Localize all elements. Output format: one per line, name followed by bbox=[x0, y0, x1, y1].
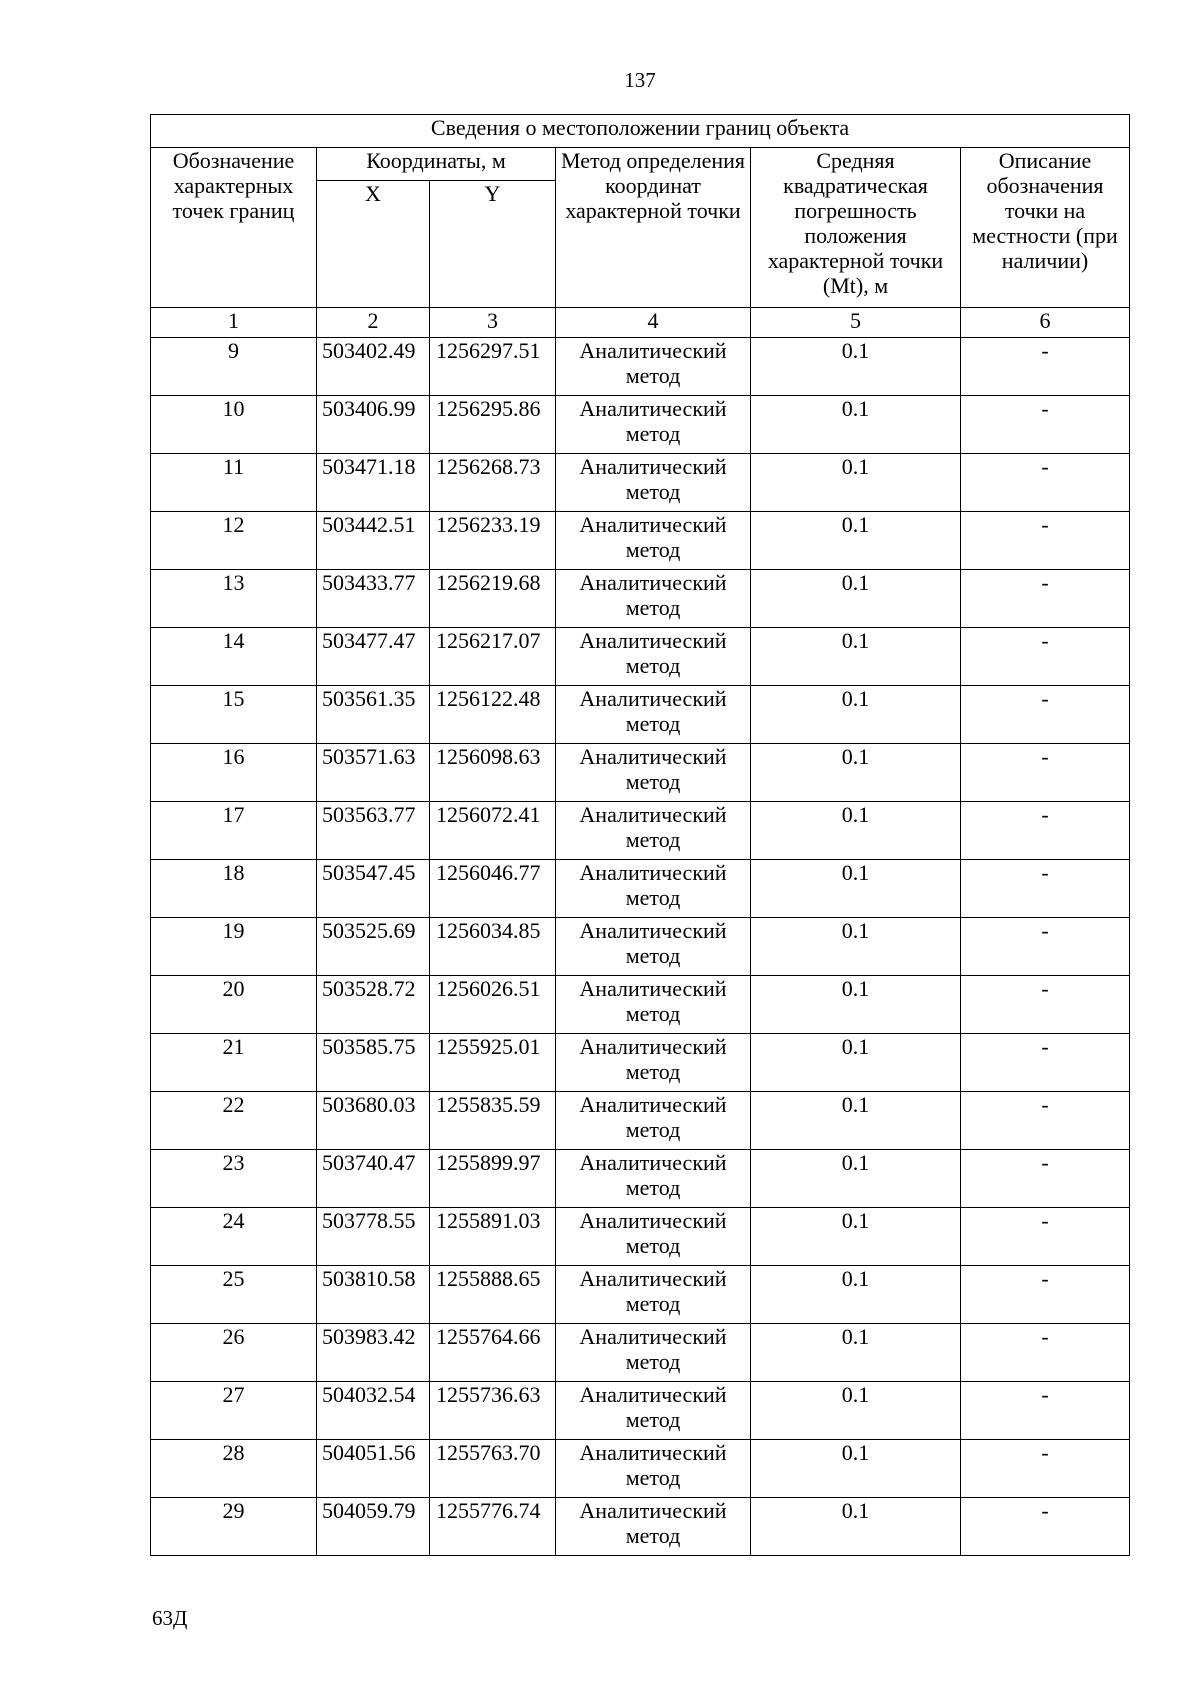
cell-x: 503983.42 bbox=[317, 1324, 430, 1382]
cell-method: Аналитический метод bbox=[556, 1440, 751, 1498]
cell-y: 1256297.51 bbox=[430, 338, 556, 396]
cell-method: Аналитический метод bbox=[556, 1266, 751, 1324]
cell-method: Аналитический метод bbox=[556, 1382, 751, 1440]
cell-error: 0.1 bbox=[751, 1034, 961, 1092]
table-row bbox=[151, 1266, 1130, 1324]
cell-x: 503471.18 bbox=[317, 454, 430, 512]
cell-description: - bbox=[961, 1266, 1130, 1324]
cell-point: 13 bbox=[151, 570, 317, 628]
cell-x: 503402.49 bbox=[317, 338, 430, 396]
table-row bbox=[151, 918, 1130, 976]
cell-method: Аналитический метод bbox=[556, 744, 751, 802]
cell-description: - bbox=[961, 570, 1130, 628]
cell-point: 26 bbox=[151, 1324, 317, 1382]
cell-description: - bbox=[961, 1324, 1130, 1382]
cell-method: Аналитический метод bbox=[556, 860, 751, 918]
cell-y: 1255776.74 bbox=[430, 1498, 556, 1556]
cell-x: 503563.77 bbox=[317, 802, 430, 860]
cell-description: - bbox=[961, 860, 1130, 918]
cell-description: - bbox=[961, 338, 1130, 396]
cell-error: 0.1 bbox=[751, 512, 961, 570]
cell-y: 1256219.68 bbox=[430, 570, 556, 628]
cell-point: 15 bbox=[151, 686, 317, 744]
cell-method: Аналитический метод bbox=[556, 628, 751, 686]
cell-x: 504051.56 bbox=[317, 1440, 430, 1498]
cell-error: 0.1 bbox=[751, 1266, 961, 1324]
cell-y: 1256217.07 bbox=[430, 628, 556, 686]
cell-error: 0.1 bbox=[751, 976, 961, 1034]
cell-point: 20 bbox=[151, 976, 317, 1034]
cell-point: 29 bbox=[151, 1498, 317, 1556]
cell-point: 11 bbox=[151, 454, 317, 512]
cell-description: - bbox=[961, 686, 1130, 744]
cell-method: Аналитический метод bbox=[556, 1034, 751, 1092]
cell-x: 503433.77 bbox=[317, 570, 430, 628]
cell-error: 0.1 bbox=[751, 338, 961, 396]
cell-point: 12 bbox=[151, 512, 317, 570]
cell-x: 503680.03 bbox=[317, 1092, 430, 1150]
cell-y: 1256072.41 bbox=[430, 802, 556, 860]
cell-y: 1255764.66 bbox=[430, 1324, 556, 1382]
cell-description: - bbox=[961, 1382, 1130, 1440]
cell-y: 1256295.86 bbox=[430, 396, 556, 454]
cell-y: 1256233.19 bbox=[430, 512, 556, 570]
cell-point: 23 bbox=[151, 1150, 317, 1208]
cell-x: 503778.55 bbox=[317, 1208, 430, 1266]
cell-description: - bbox=[961, 628, 1130, 686]
cell-point: 17 bbox=[151, 802, 317, 860]
cell-y: 1255736.63 bbox=[430, 1382, 556, 1440]
cell-description: - bbox=[961, 744, 1130, 802]
page-number: 137 bbox=[624, 68, 656, 92]
cell-method: Аналитический метод bbox=[556, 570, 751, 628]
cell-error: 0.1 bbox=[751, 1440, 961, 1498]
table-row bbox=[151, 976, 1130, 1034]
cell-description: - bbox=[961, 1092, 1130, 1150]
cell-point: 24 bbox=[151, 1208, 317, 1266]
cell-x: 503571.63 bbox=[317, 744, 430, 802]
cell-error: 0.1 bbox=[751, 860, 961, 918]
cell-x: 503740.47 bbox=[317, 1150, 430, 1208]
cell-point: 9 bbox=[151, 338, 317, 396]
table-row bbox=[151, 802, 1130, 860]
boundary-coordinates-table bbox=[150, 114, 1130, 1556]
cell-point: 28 bbox=[151, 1440, 317, 1498]
header-y: Y bbox=[430, 181, 556, 308]
cell-point: 16 bbox=[151, 744, 317, 802]
table-row bbox=[151, 1498, 1130, 1556]
table-row bbox=[151, 686, 1130, 744]
cell-method: Аналитический метод bbox=[556, 338, 751, 396]
cell-x: 503406.99 bbox=[317, 396, 430, 454]
cell-description: - bbox=[961, 1498, 1130, 1556]
cell-description: - bbox=[961, 1150, 1130, 1208]
cell-point: 21 bbox=[151, 1034, 317, 1092]
cell-error: 0.1 bbox=[751, 686, 961, 744]
cell-point: 25 bbox=[151, 1266, 317, 1324]
cell-error: 0.1 bbox=[751, 628, 961, 686]
cell-method: Аналитический метод bbox=[556, 918, 751, 976]
cell-y: 1256026.51 bbox=[430, 976, 556, 1034]
cell-point: 18 bbox=[151, 860, 317, 918]
table-row bbox=[151, 860, 1130, 918]
cell-method: Аналитический метод bbox=[556, 512, 751, 570]
cell-method: Аналитический метод bbox=[556, 396, 751, 454]
table-row bbox=[151, 1440, 1130, 1498]
cell-x: 504059.79 bbox=[317, 1498, 430, 1556]
table-row bbox=[151, 1092, 1130, 1150]
cell-error: 0.1 bbox=[751, 1208, 961, 1266]
footer-code: 63Д bbox=[152, 1606, 188, 1630]
header-point: Обозначение характерных точек границ bbox=[151, 148, 317, 308]
cell-method: Аналитический метод bbox=[556, 1208, 751, 1266]
cell-x: 503525.69 bbox=[317, 918, 430, 976]
cell-method: Аналитический метод bbox=[556, 976, 751, 1034]
cell-y: 1256034.85 bbox=[430, 918, 556, 976]
table-row bbox=[151, 628, 1130, 686]
cell-error: 0.1 bbox=[751, 1382, 961, 1440]
cell-description: - bbox=[961, 1034, 1130, 1092]
cell-method: Аналитический метод bbox=[556, 1150, 751, 1208]
cell-point: 10 bbox=[151, 396, 317, 454]
cell-y: 1255763.70 bbox=[430, 1440, 556, 1498]
cell-method: Аналитический метод bbox=[556, 1324, 751, 1382]
cell-error: 0.1 bbox=[751, 1150, 961, 1208]
cell-description: - bbox=[961, 802, 1130, 860]
cell-x: 503477.47 bbox=[317, 628, 430, 686]
cell-x: 503810.58 bbox=[317, 1266, 430, 1324]
cell-description: - bbox=[961, 396, 1130, 454]
table-row bbox=[151, 1208, 1130, 1266]
column-number: 6 bbox=[961, 308, 1130, 338]
cell-x: 503561.35 bbox=[317, 686, 430, 744]
table-row bbox=[151, 338, 1130, 396]
cell-y: 1256122.48 bbox=[430, 686, 556, 744]
cell-point: 14 bbox=[151, 628, 317, 686]
column-number: 5 bbox=[751, 308, 961, 338]
cell-description: - bbox=[961, 1208, 1130, 1266]
cell-y: 1256046.77 bbox=[430, 860, 556, 918]
header-x: X bbox=[317, 181, 430, 308]
table-row bbox=[151, 396, 1130, 454]
cell-description: - bbox=[961, 512, 1130, 570]
cell-x: 503585.75 bbox=[317, 1034, 430, 1092]
cell-error: 0.1 bbox=[751, 570, 961, 628]
cell-method: Аналитический метод bbox=[556, 686, 751, 744]
cell-method: Аналитический метод bbox=[556, 802, 751, 860]
column-number: 1 bbox=[151, 308, 317, 338]
header-coords: Координаты, м bbox=[317, 148, 556, 181]
cell-point: 19 bbox=[151, 918, 317, 976]
cell-description: - bbox=[961, 976, 1130, 1034]
header-method: Метод определения координат характерной точки bbox=[556, 148, 751, 308]
cell-y: 1256098.63 bbox=[430, 744, 556, 802]
cell-description: - bbox=[961, 454, 1130, 512]
header-description: Описание обозначения точки на местности (при наличии) bbox=[961, 148, 1130, 308]
cell-error: 0.1 bbox=[751, 918, 961, 976]
cell-y: 1255888.65 bbox=[430, 1266, 556, 1324]
cell-y: 1255835.59 bbox=[430, 1092, 556, 1150]
table-row bbox=[151, 1150, 1130, 1208]
cell-x: 503547.45 bbox=[317, 860, 430, 918]
cell-x: 503528.72 bbox=[317, 976, 430, 1034]
header-error: Средняя квадратическая погрешность положения характерной точки (Mt), м bbox=[751, 148, 961, 308]
cell-error: 0.1 bbox=[751, 744, 961, 802]
table-body bbox=[151, 338, 1130, 1556]
cell-x: 503442.51 bbox=[317, 512, 430, 570]
table-title: Сведения о местоположении границ объекта bbox=[151, 115, 1130, 148]
cell-y: 1256268.73 bbox=[430, 454, 556, 512]
cell-error: 0.1 bbox=[751, 802, 961, 860]
table-row bbox=[151, 512, 1130, 570]
cell-description: - bbox=[961, 918, 1130, 976]
cell-method: Аналитический метод bbox=[556, 1498, 751, 1556]
cell-description: - bbox=[961, 1440, 1130, 1498]
cell-error: 0.1 bbox=[751, 1498, 961, 1556]
cell-y: 1255899.97 bbox=[430, 1150, 556, 1208]
column-number: 3 bbox=[430, 308, 556, 338]
cell-method: Аналитический метод bbox=[556, 454, 751, 512]
table-row bbox=[151, 454, 1130, 512]
column-number: 4 bbox=[556, 308, 751, 338]
table-row bbox=[151, 570, 1130, 628]
cell-y: 1255925.01 bbox=[430, 1034, 556, 1092]
cell-error: 0.1 bbox=[751, 454, 961, 512]
table-row bbox=[151, 744, 1130, 802]
cell-x: 504032.54 bbox=[317, 1382, 430, 1440]
cell-method: Аналитический метод bbox=[556, 1092, 751, 1150]
column-number: 2 bbox=[317, 308, 430, 338]
table-row bbox=[151, 1382, 1130, 1440]
cell-error: 0.1 bbox=[751, 396, 961, 454]
cell-error: 0.1 bbox=[751, 1324, 961, 1382]
cell-error: 0.1 bbox=[751, 1092, 961, 1150]
cell-y: 1255891.03 bbox=[430, 1208, 556, 1266]
table-row bbox=[151, 1324, 1130, 1382]
cell-point: 22 bbox=[151, 1092, 317, 1150]
cell-point: 27 bbox=[151, 1382, 317, 1440]
table-row bbox=[151, 1034, 1130, 1092]
